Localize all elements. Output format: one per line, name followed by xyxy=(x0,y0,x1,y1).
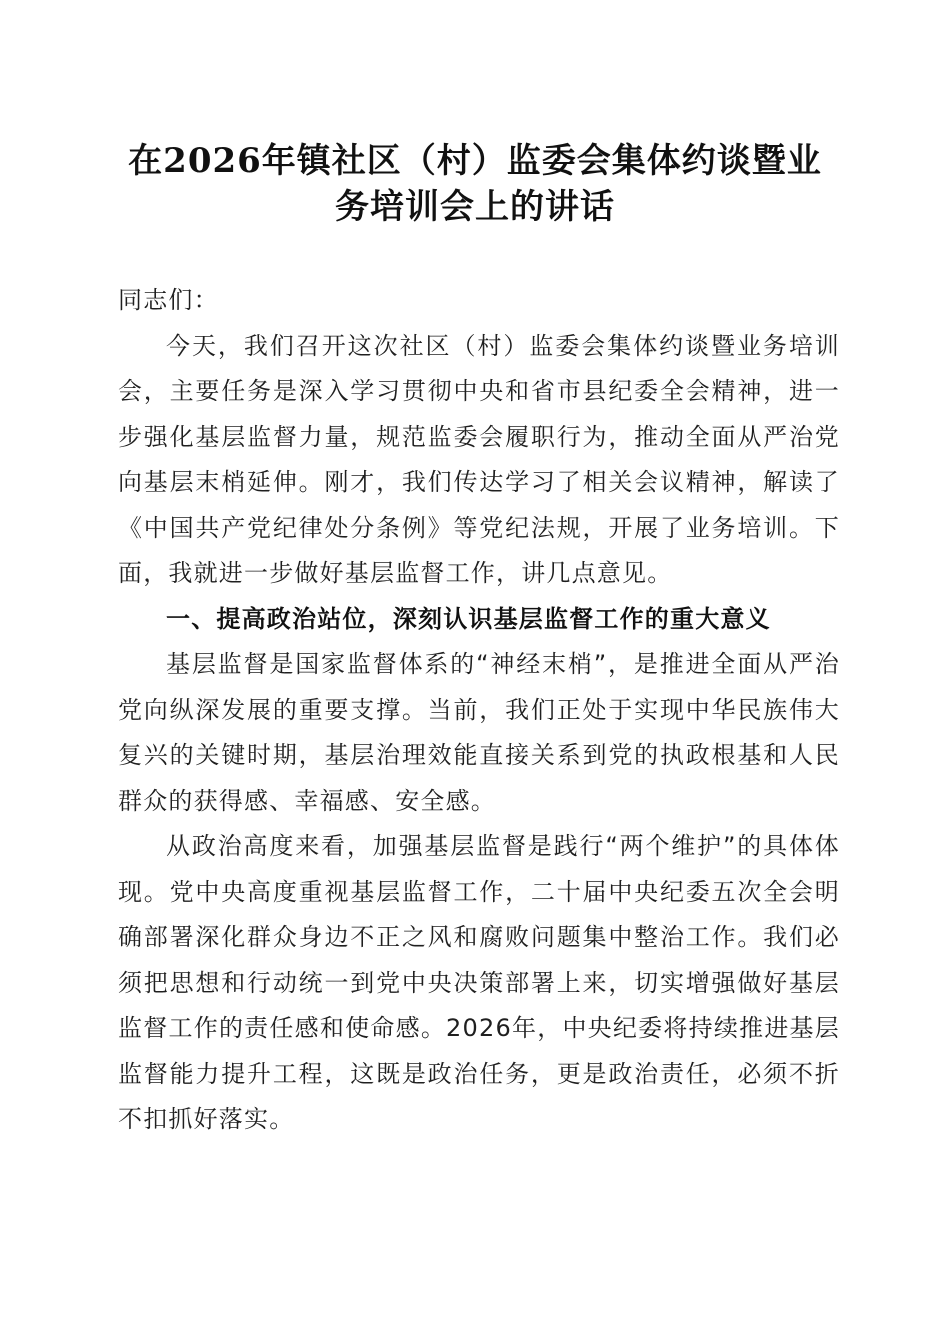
document-title xyxy=(100,138,850,230)
paragraph-intro: 今天，我们召开这次社区（村）监委会集体约谈暨业务培训会，主要任务是深入学习贯彻中央和省市县纪委全会精神，进一步强化基层监督力量，规范监委会履职行为，推动全面从严治党向基层末梢延伸。刚才，我们传达学习了相关会议精神，解读了《中国共产党纪律处分条例》等党纪法规，开展了业务培训。下面，我就进一步做好基层监督工作，讲几点意见。 xyxy=(118,331,840,587)
salutation: 同志们： xyxy=(118,286,219,314)
title-line-2: 务培训会上的讲话 xyxy=(335,187,615,227)
document-body xyxy=(118,278,840,1143)
paragraph-significance: 基层监督是国家监督体系的“神经末梢”，是推进全面从严治党向纵深发展的重要支撑。当前，我们正处于实现中华民族伟大复兴的关键时期，基层治理效能直接关系到党的执政根基和人民群众的获得感、幸福感、安全感。 xyxy=(118,650,840,815)
paragraph-political-height: 从政治高度来看，加强基层监督是践行“两个维护”的具体体现。党中央高度重视基层监督工作，二十届中央纪委五次全会明确部署深化群众身边不正之风和腐败问题集中整治工作。我们必须把思想和行动统一到党中央决策部署上来，切实增强做好基层监督工作的责任感和使命感。2026年，中央纪委将持续推进基层监督能力提升工程，这既是政治任务，更是政治责任，必须不折不扣抓好落实。 xyxy=(118,832,840,1133)
title-line-1: 在2026年镇社区（村）监委会集体约谈暨业 xyxy=(128,141,822,181)
section-heading-1: 一、提高政治站位，深刻认识基层监督工作的重大意义 xyxy=(166,604,771,633)
